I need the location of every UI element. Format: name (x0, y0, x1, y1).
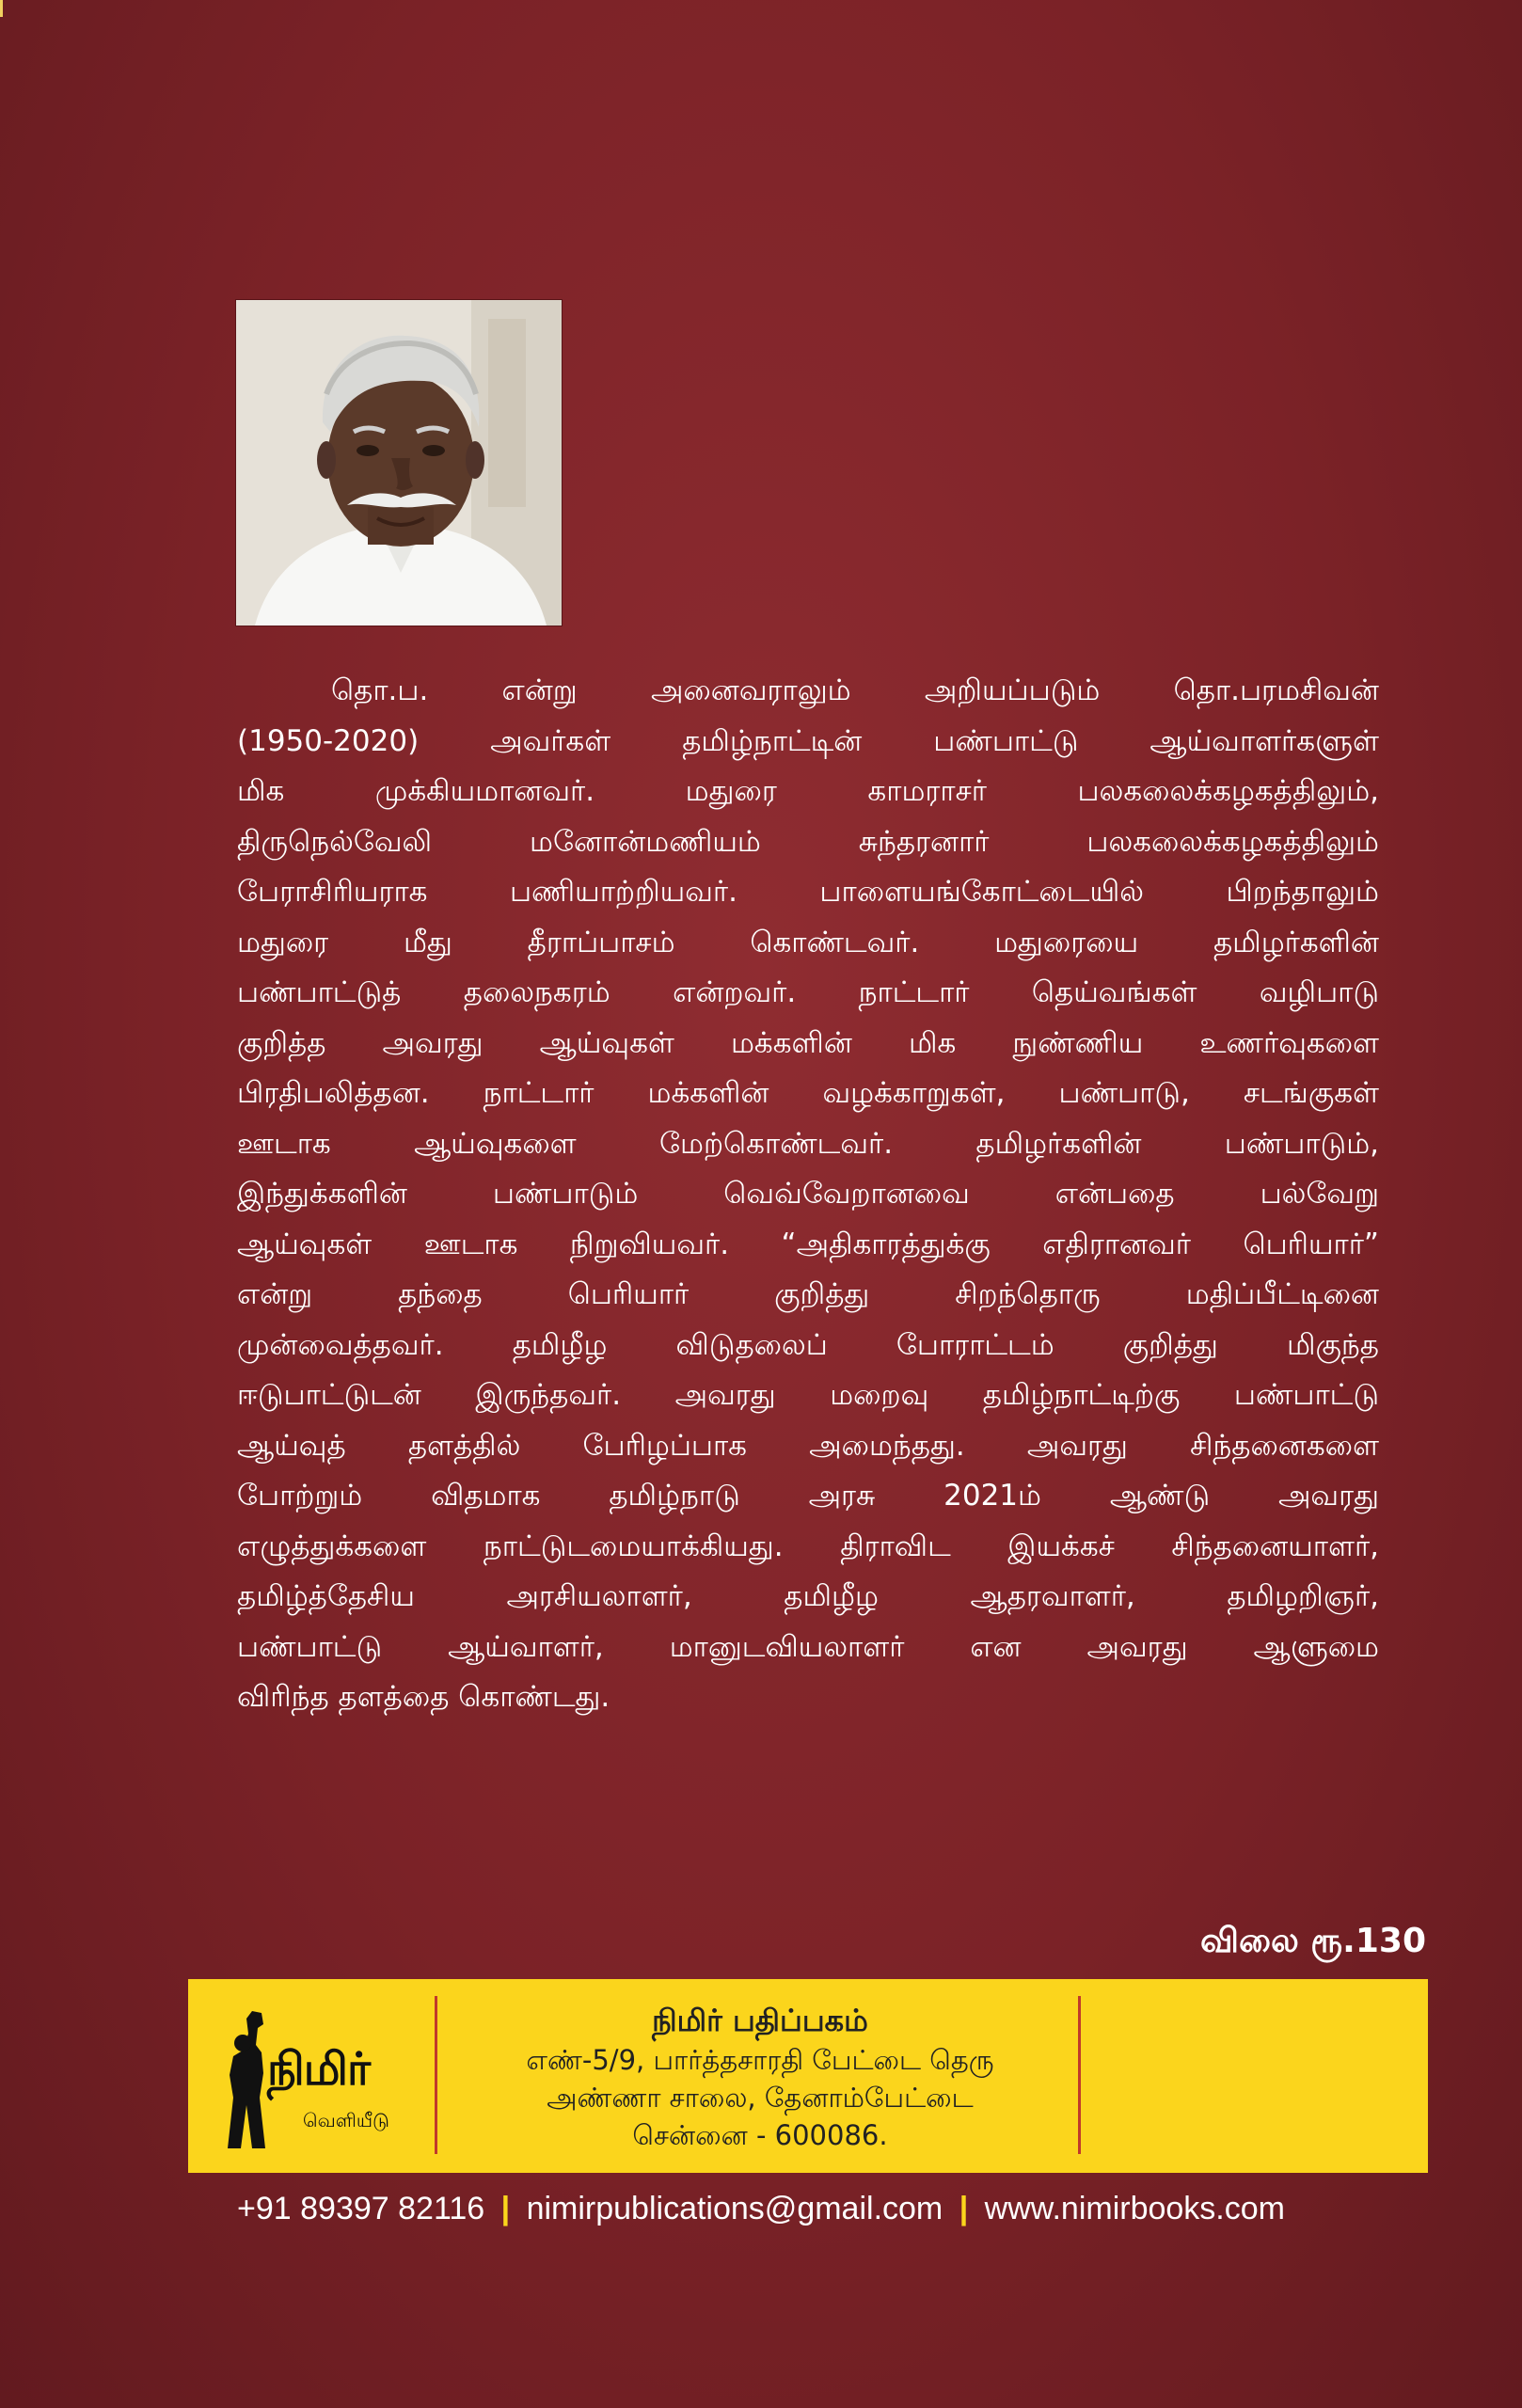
bio-line: (1950-2020) அவர்கள் தமிழ்நாட்டின் பண்பாட்டு ஆய்வாளர்களுள் (237, 723, 1379, 758)
author-biography (237, 666, 1379, 1723)
bio-line: பண்பாட்டுத் தலைநகரம் என்றவர். நாட்டார் தெய்வங்கள் வழிபாடு (237, 975, 1379, 1009)
phone-number: +91 89397 82116 (237, 2191, 485, 2226)
bio-line: பண்பாட்டு ஆய்வாளர், மானுடவியலாளர் என அவரது ஆளுமை (237, 1629, 1379, 1664)
divider-line (435, 1996, 437, 2154)
bio-line: மிக முக்கியமானவர். மதுரை காமராசர் பலகலைக்கழகத்திலும், (237, 774, 1379, 808)
address-line: அண்ணா சாலை, தேனாம்பேட்டை (547, 2082, 974, 2114)
address-line: எண்-5/9, பார்த்தசாரதி பேட்டை தெரு (526, 2044, 994, 2076)
bio-line: ஊடாக ஆய்வுகளை மேற்கொண்டவர். தமிழர்களின் பண்பாடும், (237, 1126, 1379, 1161)
author-portrait-icon (236, 300, 562, 626)
bio-line: முன்வைத்தவர். தமிழீழ விடுதலைப் போராட்டம் குறித்து மிகுந்த (237, 1327, 1379, 1362)
bio-line: விரிந்த தளத்தை கொண்டது. (237, 1680, 610, 1714)
author-photo (235, 299, 563, 626)
publisher-address (442, 2000, 1078, 2154)
website-link[interactable]: www.nimirbooks.com (984, 2191, 1285, 2226)
bio-line: பிரதிபலித்தன. நாட்டார் மக்களின் வழக்காறுகள், பண்பாடு, சடங்குகள் (237, 1076, 1379, 1110)
bio-line: போற்றும் விதமாக தமிழ்நாடு அரசு 2021ம் ஆண்டு அவரது (237, 1479, 1379, 1513)
price-label: விலை ரூ.130 (1199, 1922, 1426, 1960)
bio-line: ஆய்வுகள் ஊடாக நிறுவியவர். “அதிகாரத்துக்கு எதிரானவர் பெரியார்” (237, 1227, 1379, 1261)
publisher-box (188, 1979, 1428, 2173)
crop-mark (0, 0, 3, 17)
publisher-name: நிமிர் பதிப்பகம் (652, 2003, 868, 2038)
bio-line: குறித்த அவரது ஆய்வுகள் மக்களின் மிக நுண்ணிய உணர்வுகளை (237, 1025, 1379, 1060)
bio-line: தொ.ப. என்று அனைவராலும் அறியப்படும் தொ.பரமசிவன் (331, 673, 1379, 707)
publisher-logo (214, 2007, 403, 2158)
bio-line: திருநெல்வேலி மனோன்மணியம் சுந்தரனார் பலகலைக்கழகத்திலும் (237, 824, 1379, 859)
bio-line: பேராசிரியராக பணியாற்றியவர். பாளையங்கோட்டையில் பிறந்தாலும் (237, 875, 1379, 909)
bio-line: ஆய்வுத் தளத்தில் பேரிழப்பாக அமைந்தது. அவரது சிந்தனைகளை (237, 1428, 1379, 1463)
contact-bar (0, 2187, 1522, 2230)
address-line: சென்னை - 600086. (632, 2119, 888, 2151)
separator: | (959, 2191, 969, 2226)
bio-line: ஈடுபாட்டுடன் இருந்தவர். அவரது மறைவு தமிழ்நாட்டிற்கு பண்பாட்டு (237, 1378, 1379, 1412)
separator: | (500, 2191, 511, 2226)
logo-wordmark: நிமிர் (267, 2043, 371, 2096)
bio-line: எழுத்துக்களை நாட்டுடமையாக்கியது. திராவிட இயக்கச் சிந்தனையாளர், (237, 1529, 1379, 1563)
email-address[interactable]: nimirpublications@gmail.com (526, 2191, 943, 2226)
bio-line: இந்துக்களின் பண்பாடும் வெவ்வேறானவை என்பதை பல்வேறு (237, 1177, 1379, 1211)
bio-line: என்று தந்தை பெரியார் குறித்து சிறந்தொரு மதிப்பீட்டினை (237, 1277, 1379, 1311)
divider-line (1078, 1996, 1081, 2154)
logo-tagline: வெளியீடு (303, 2109, 389, 2131)
bio-line: தமிழ்த்தேசிய அரசியலாளர், தமிழீழ ஆதரவாளர், தமிழறிஞர், (237, 1579, 1379, 1613)
bio-line: மதுரை மீது தீராப்பாசம் கொண்டவர். மதுரையை தமிழர்களின் (237, 925, 1379, 959)
